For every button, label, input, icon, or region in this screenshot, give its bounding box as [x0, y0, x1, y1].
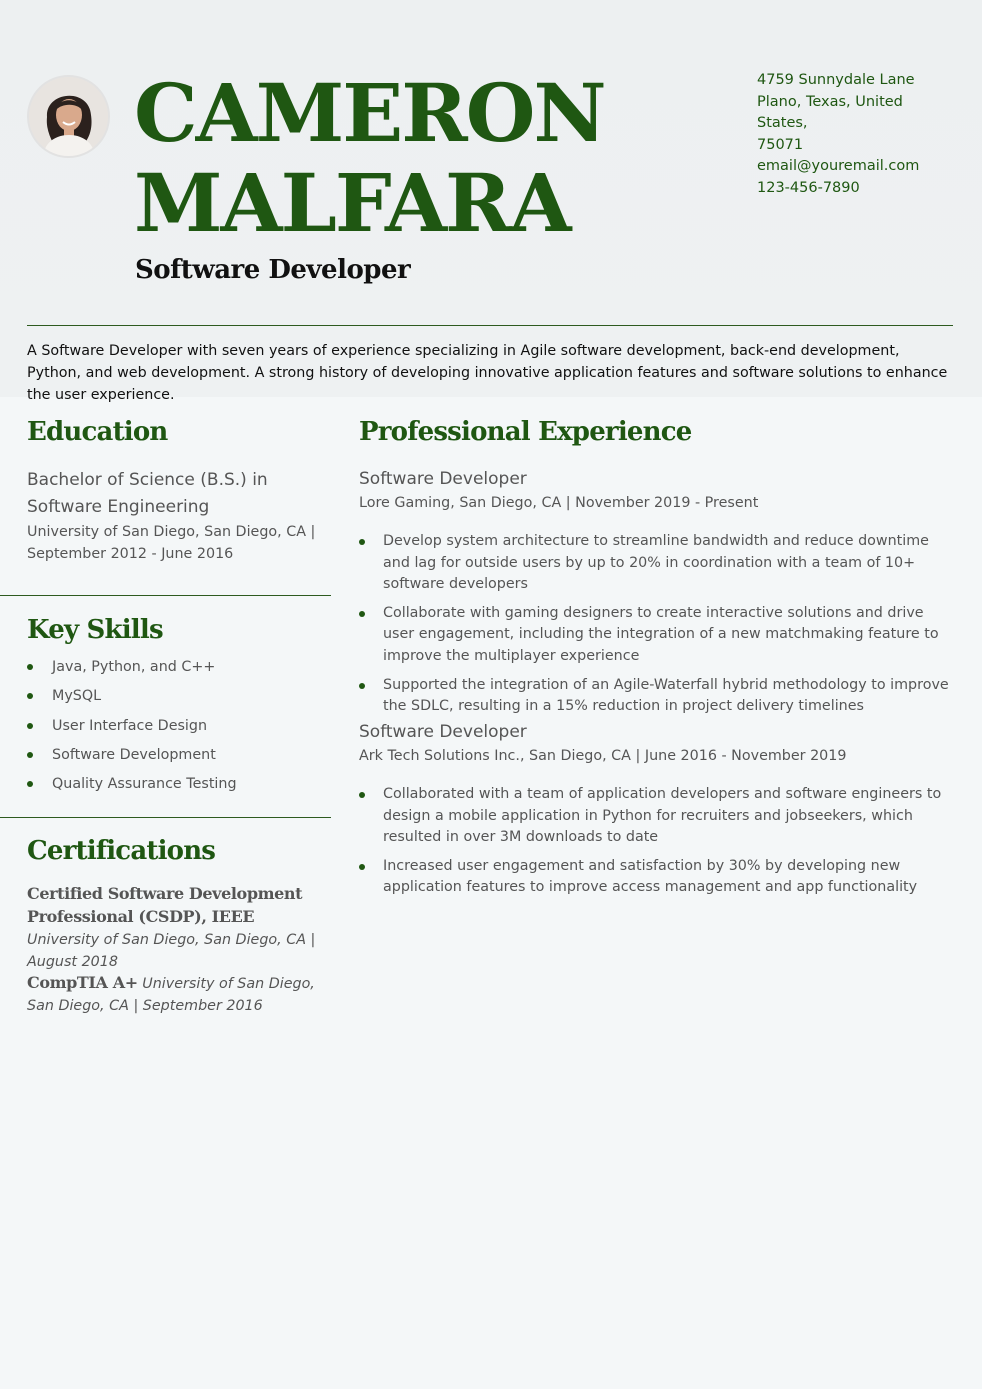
bullet-icon	[359, 539, 365, 545]
bullet-icon	[27, 664, 33, 670]
professional-summary: A Software Developer with seven years of experience specializing in Agile software development, back-end development, Python, and web development. A strong history of developing innovative application features and software solutions to enhance the user experience.	[27, 343, 948, 403]
bullet-icon	[27, 723, 33, 729]
candidate-name	[134, 68, 605, 248]
job-meta: Ark Tech Solutions Inc., San Diego, CA | June 2016 - November 2019	[359, 748, 847, 764]
list-item	[27, 715, 327, 744]
profile-photo-icon	[27, 75, 110, 158]
list-item	[27, 744, 327, 773]
contact-block	[757, 70, 957, 200]
bullet-icon	[27, 752, 33, 758]
job-bullet-text: Supported the integration of an Agile-Waterfall hybrid methodology to improve the SDLC, resulting in a 15% reduction in project delivery timelines	[383, 676, 949, 715]
job-title: Software Developer	[135, 255, 411, 285]
certifications-heading: Certifications	[27, 836, 216, 866]
bullet-icon	[359, 611, 365, 617]
address-line-2: Plano, Texas, United States,	[757, 93, 903, 132]
experience-heading: Professional Experience	[359, 417, 692, 447]
skills-heading: Key Skills	[27, 615, 163, 645]
skill-label: Quality Assurance Testing	[52, 776, 237, 793]
name-line-2: MALFARA	[134, 156, 570, 250]
skill-label: MySQL	[52, 688, 102, 705]
job-bullet-text: Collaborate with gaming designers to create interactive solutions and drive user engagement, including the integration of a new matchmaking feature to improve the multiplayer experience	[383, 604, 939, 664]
list-item	[27, 685, 327, 714]
job-meta: Lore Gaming, San Diego, CA | November 2019 - Present	[359, 495, 759, 511]
job-bullet-text: Increased user engagement and satisfaction by 30% by developing new application features to improve access management and app functionality	[383, 857, 918, 896]
skill-label: Java, Python, and C++	[52, 659, 216, 675]
education-degree: Bachelor of Science (B.S.) in Software Engineering	[27, 470, 268, 517]
skill-label: User Interface Design	[52, 717, 208, 734]
certification-item	[27, 883, 327, 973]
list-item	[359, 603, 954, 668]
header-divider	[27, 325, 953, 326]
section-divider-1	[0, 595, 331, 596]
list-item	[27, 656, 327, 685]
bullet-icon	[359, 864, 365, 870]
list-item	[359, 784, 954, 849]
list-item	[359, 856, 954, 899]
list-item	[27, 773, 327, 802]
certification-name: CompTIA A+	[27, 973, 138, 992]
address-line-3: 75071	[757, 136, 804, 153]
email-link[interactable]: email@youremail.com	[757, 158, 920, 175]
bullet-icon	[27, 693, 33, 699]
job-bullet-list	[359, 784, 954, 906]
list-item	[359, 675, 954, 718]
education-school: University of San Diego, San Diego, CA | September 2012 - June 2016	[27, 524, 316, 562]
list-item	[359, 531, 954, 596]
phone-number: 123-456-7890	[757, 179, 860, 196]
bullet-icon	[27, 781, 33, 787]
job-role: Software Developer	[359, 469, 527, 489]
education-heading: Education	[27, 417, 168, 447]
job-bullet-text: Collaborated with a team of application developers and software engineers to design a mobile application in Python for recruiters and jobseekers, which resulted in over 3M downloads to date	[383, 786, 942, 846]
certification-item	[27, 972, 327, 1017]
section-divider-2	[0, 817, 331, 818]
bullet-icon	[359, 683, 365, 689]
job-bullet-text: Develop system architecture to streamline bandwidth and reduce downtime and lag for outside users by up to 20% in coordination with a team of 10+ software developers	[383, 533, 929, 593]
address-line-1: 4759 Sunnydale Lane	[757, 72, 915, 88]
certification-detail: University of San Diego, San Diego, CA | September 2016	[27, 976, 315, 1014]
job-role: Software Developer	[359, 722, 527, 742]
name-line-1: CAMERON	[134, 66, 605, 160]
certification-name: Certified Software Development Professional (CSDP), IEEE	[27, 884, 303, 926]
certification-detail: University of San Diego, San Diego, CA | August 2018	[27, 932, 316, 970]
skills-list	[27, 656, 327, 802]
job-bullet-list	[359, 531, 954, 725]
skill-label: Software Development	[52, 746, 216, 763]
bullet-icon	[359, 792, 365, 798]
